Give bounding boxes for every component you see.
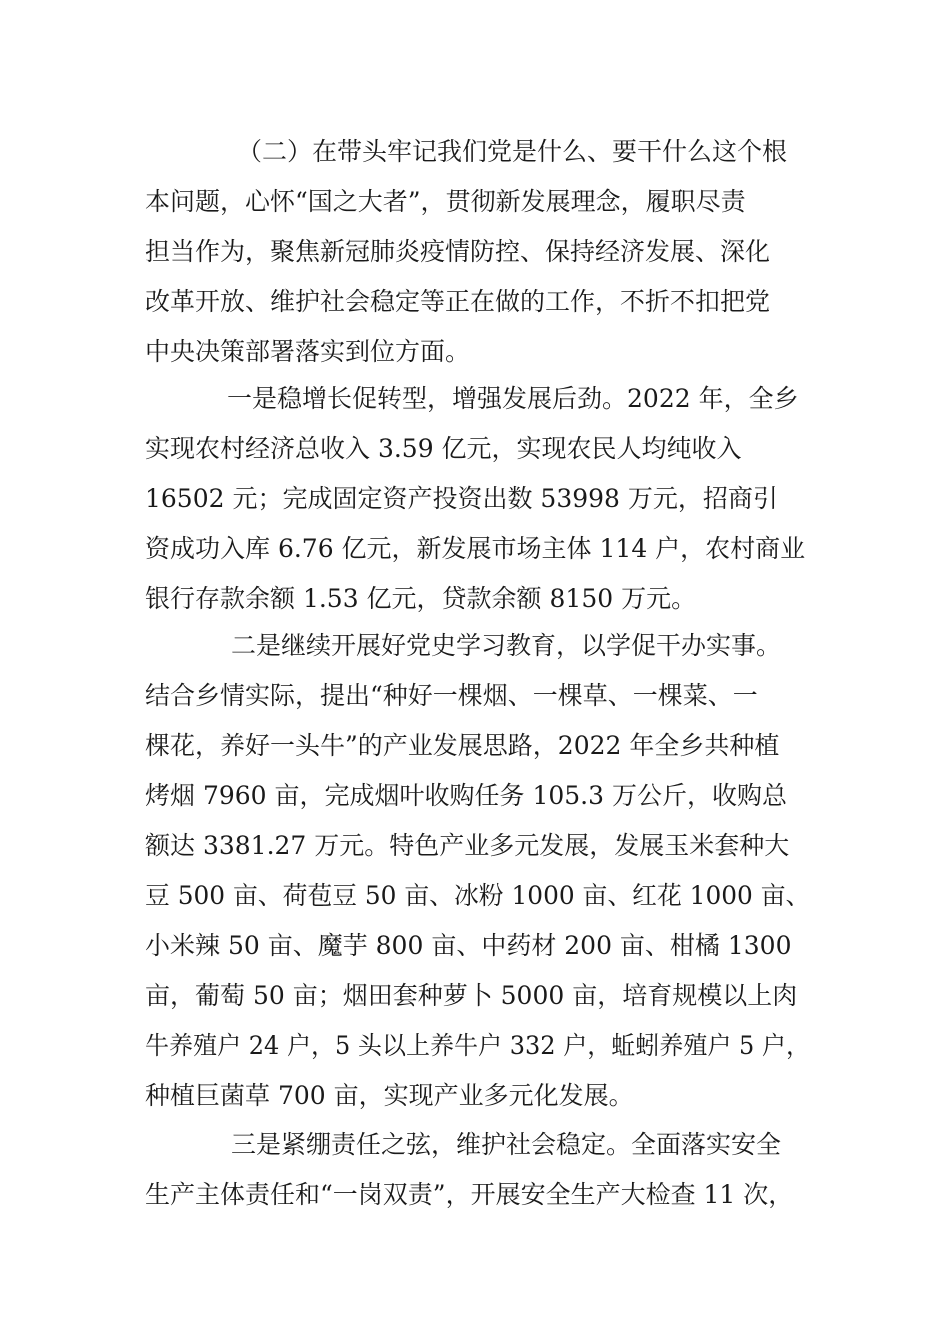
paragraph-point-two [145, 621, 810, 1121]
text-line: 种植巨菌草 700 亩，实现产业多元化发展。 [145, 1081, 634, 1110]
text-line: 担当作为，聚焦新冠肺炎疫情防控、保持经济发展、深化 [145, 237, 771, 266]
text-line: 16502 元；完成固定资产投资出数 53998 万元，招商引 [145, 484, 778, 513]
text-line: 银行存款余额 1.53 亿元，贷款余额 8150 万元。 [145, 584, 697, 613]
paragraph-point-one [145, 374, 810, 624]
text-line: 结合乡情实际，提出“种好一棵烟、一棵草、一棵菜、一 [145, 681, 758, 710]
text-line: 实现农村经济总收入 3.59 亿元，实现农民人均纯收入 [145, 434, 742, 463]
text-line: 二是继续开展好党史学习教育，以学促干办实事。 [231, 631, 782, 660]
text-line: 一是稳增长促转型，增强发展后劲。2022 年，全乡 [227, 384, 799, 413]
text-line: 牛养殖户 24 户，5 头以上养牛户 332 户，蚯蚓养殖户 5 户， [145, 1031, 810, 1060]
text-line: 三是紧绷责任之弦，维护社会稳定。全面落实安全 [231, 1130, 782, 1159]
text-line: 小米辣 50 亩、魔芋 800 亩、中药材 200 亩、柑橘 1300 [145, 931, 792, 960]
text-line: 亩，葡萄 50 亩；烟田套种萝卜 5000 亩，培育规模以上肉 [145, 981, 798, 1010]
text-line: 烤烟 7960 亩，完成烟叶收购任务 105.3 万公斤，收购总 [145, 781, 787, 810]
text-line: 资成功入库 6.76 亿元，新发展市场主体 114 户，农村商业 [145, 534, 806, 563]
text-line: 改革开放、维护社会稳定等正在做的工作，不折不扣把党 [145, 287, 771, 316]
paragraph-section-two [145, 127, 810, 377]
text-line: 额达 3381.27 万元。特色产业多元发展，发展玉米套种大 [145, 831, 790, 860]
text-line: 中央决策部署落实到位方面。 [145, 337, 471, 366]
text-line: 豆 500 亩、荷苞豆 50 亩、冰粉 1000 亩、红花 1000 亩、 [145, 881, 811, 910]
text-line: 生产主体责任和“一岗双责”，开展安全生产大检查 11 次， [145, 1180, 794, 1209]
paragraph-point-three [145, 1120, 810, 1220]
text-line: 本问题，心怀“国之大者”，贯彻新发展理念，履职尽责 [145, 187, 746, 216]
text-line: （二）在带头牢记我们党是什么、要干什么这个根 [237, 137, 788, 166]
text-line: 棵花，养好一头牛”的产业发展思路，2022 年全乡共种植 [145, 731, 780, 760]
